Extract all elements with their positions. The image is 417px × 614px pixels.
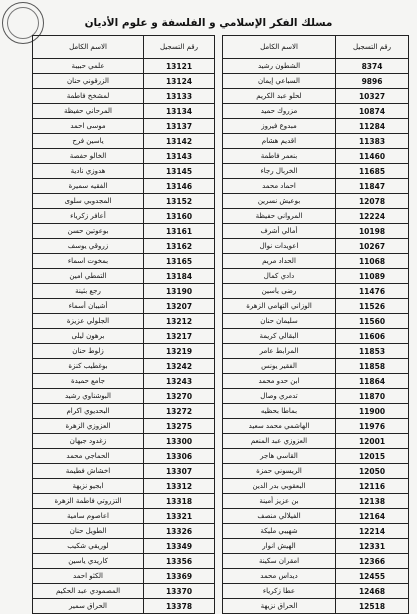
registration-number-cell: 13300 xyxy=(144,434,215,449)
registration-number-cell: 13207 xyxy=(144,299,215,314)
registration-number-cell: 13270 xyxy=(144,389,215,404)
registration-number-cell: 12015 xyxy=(336,449,409,464)
registration-table-right xyxy=(222,35,409,614)
table-row xyxy=(223,539,409,554)
full-name-cell: التمطي امين xyxy=(33,269,144,284)
full-name-cell: العزوزي عبد المنعم xyxy=(223,434,336,449)
table-row xyxy=(223,449,409,464)
table-row xyxy=(33,104,215,119)
table-row xyxy=(33,239,215,254)
registration-number-cell: 9896 xyxy=(336,74,409,89)
registration-number-cell: 13190 xyxy=(144,284,215,299)
table-row xyxy=(33,599,215,614)
registration-number-cell: 13145 xyxy=(144,164,215,179)
full-name-cell: بوغطيب كنزة xyxy=(33,359,144,374)
table-row xyxy=(223,59,409,74)
table-row xyxy=(223,464,409,479)
table-row xyxy=(33,119,215,134)
registration-number-cell: 11853 xyxy=(336,344,409,359)
full-name-cell: برهون ليلى xyxy=(33,329,144,344)
table-row xyxy=(33,299,215,314)
table-row xyxy=(223,314,409,329)
full-name-cell: بنعمر فاطمة xyxy=(223,149,336,164)
table-row xyxy=(33,554,215,569)
table-row xyxy=(223,389,409,404)
full-name-cell: علمي حبيبة xyxy=(33,59,144,74)
registration-number-cell: 13378 xyxy=(144,599,215,614)
full-name-cell: الخربال رجاء xyxy=(223,164,336,179)
registration-number-cell: 12468 xyxy=(336,584,409,599)
full-name-cell: ياسين فرح xyxy=(33,134,144,149)
table-row xyxy=(33,59,215,74)
registration-number-cell: 11606 xyxy=(336,329,409,344)
table-row xyxy=(33,209,215,224)
registration-number-cell: 13326 xyxy=(144,524,215,539)
table-row xyxy=(223,299,409,314)
full-name-cell: تدمري وصال xyxy=(223,389,336,404)
registration-number-cell: 11847 xyxy=(336,179,409,194)
table-row xyxy=(33,389,215,404)
registration-number-cell: 11089 xyxy=(336,269,409,284)
table-row xyxy=(33,359,215,374)
registration-number-cell: 13165 xyxy=(144,254,215,269)
full-name-cell: دادي كمال xyxy=(223,269,336,284)
table-row xyxy=(223,569,409,584)
full-name-cell: هدوزي نادية xyxy=(33,164,144,179)
registration-number-cell: 13143 xyxy=(144,149,215,164)
registration-number-cell: 13160 xyxy=(144,209,215,224)
table-row xyxy=(33,284,215,299)
full-name-cell: ابن حدو محمد xyxy=(223,374,336,389)
registration-number-cell: 13306 xyxy=(144,449,215,464)
table-row xyxy=(223,419,409,434)
table-row xyxy=(33,164,215,179)
full-name-cell: زروقي يوسف xyxy=(33,239,144,254)
full-name-cell: جامع حميدة xyxy=(33,374,144,389)
table-row xyxy=(33,509,215,524)
table-row xyxy=(223,344,409,359)
registration-number-cell: 13134 xyxy=(144,104,215,119)
table-row xyxy=(33,494,215,509)
registration-number-cell: 10267 xyxy=(336,239,409,254)
full-name-cell: البعقوبي بدر الدين xyxy=(223,479,336,494)
registration-number-cell: 11976 xyxy=(336,419,409,434)
registration-number-cell: 12331 xyxy=(336,539,409,554)
table-row xyxy=(33,254,215,269)
registration-number-cell: 11685 xyxy=(336,164,409,179)
registration-number-cell: 13146 xyxy=(144,179,215,194)
header-id: رقم التسجيل xyxy=(144,36,215,59)
full-name-cell: البحديوي اكرام xyxy=(33,404,144,419)
full-name-cell: الحماجي محمد xyxy=(33,449,144,464)
table-row xyxy=(33,584,215,599)
registration-number-cell: 12050 xyxy=(336,464,409,479)
full-name-cell: لوريقي شكيب xyxy=(33,539,144,554)
table-header-row xyxy=(33,36,215,59)
full-name-cell: مزروك حميد xyxy=(223,104,336,119)
table-row xyxy=(223,179,409,194)
table-row xyxy=(223,254,409,269)
full-name-cell: اعاصوم سامية xyxy=(33,509,144,524)
table-row xyxy=(223,209,409,224)
table-row xyxy=(33,134,215,149)
full-name-cell: مبدوع فيروز xyxy=(223,119,336,134)
full-name-cell: اعويدات نوال xyxy=(223,239,336,254)
table-row xyxy=(223,239,409,254)
full-name-cell: رجع بثينة xyxy=(33,284,144,299)
table-row xyxy=(33,539,215,554)
registration-number-cell: 13369 xyxy=(144,569,215,584)
full-name-cell: اقديم هشام xyxy=(223,134,336,149)
registration-number-cell: 12224 xyxy=(336,209,409,224)
full-name-cell: المصمودي عبد الحكيم xyxy=(33,584,144,599)
registration-number-cell: 11068 xyxy=(336,254,409,269)
full-name-cell: عطا زكرياء xyxy=(223,584,336,599)
table-row xyxy=(33,329,215,344)
header-id: رقم التسجيل xyxy=(336,36,409,59)
table-row xyxy=(223,494,409,509)
registration-number-cell: 13184 xyxy=(144,269,215,284)
full-name-cell: الحراق سمير xyxy=(33,599,144,614)
table-row xyxy=(223,524,409,539)
full-name-cell: المرحاني حفيظة xyxy=(33,104,144,119)
table-row xyxy=(223,164,409,179)
table-row xyxy=(33,449,215,464)
registration-number-cell: 13161 xyxy=(144,224,215,239)
header-name: الاسم الكامل xyxy=(33,36,144,59)
full-name-cell: القاسي هاجر xyxy=(223,449,336,464)
table-row xyxy=(223,584,409,599)
registration-number-cell: 10874 xyxy=(336,104,409,119)
registration-number-cell: 12138 xyxy=(336,494,409,509)
full-name-cell: الوزاني التهامي الزهرة xyxy=(223,299,336,314)
registration-number-cell: 13318 xyxy=(144,494,215,509)
full-name-cell: اخشاش فطيمة xyxy=(33,464,144,479)
table-row xyxy=(33,344,215,359)
table-row xyxy=(33,74,215,89)
full-name-cell: بمخوت اسماء xyxy=(33,254,144,269)
table-row xyxy=(223,509,409,524)
registration-number-cell: 12366 xyxy=(336,554,409,569)
full-name-cell: لحلو عبد الكريم xyxy=(223,89,336,104)
registration-number-cell: 13321 xyxy=(144,509,215,524)
registration-number-cell: 13212 xyxy=(144,314,215,329)
table-row xyxy=(223,269,409,284)
page-title: مسلك الفكر الإسلامي و الفلسفة و علوم الأديان xyxy=(84,17,333,29)
table-row xyxy=(33,464,215,479)
full-name-cell: موسى احمد xyxy=(33,119,144,134)
full-name-cell: البقالي كريمة xyxy=(223,329,336,344)
registration-number-cell: 13356 xyxy=(144,554,215,569)
full-name-cell: لمشخخ فاطمة xyxy=(33,89,144,104)
table-row xyxy=(33,434,215,449)
table-row xyxy=(33,569,215,584)
table-row xyxy=(223,89,409,104)
table-row xyxy=(33,479,215,494)
full-name-cell: الريسوني حمزة xyxy=(223,464,336,479)
full-name-cell: الهاشمي محمد سعيد xyxy=(223,419,336,434)
full-name-cell: المرابط عامر xyxy=(223,344,336,359)
registration-number-cell: 13217 xyxy=(144,329,215,344)
registration-number-cell: 13370 xyxy=(144,584,215,599)
full-name-cell: المجدوبي سلوى xyxy=(33,194,144,209)
full-name-cell: بن عزيز أمينة xyxy=(223,494,336,509)
registration-number-cell: 12116 xyxy=(336,479,409,494)
table-row xyxy=(223,359,409,374)
registration-number-cell: 12518 xyxy=(336,599,409,614)
registration-number-cell: 11526 xyxy=(336,299,409,314)
registration-number-cell: 13137 xyxy=(144,119,215,134)
registration-number-cell: 13162 xyxy=(144,239,215,254)
table-row xyxy=(223,149,409,164)
full-name-cell: ابجيو نزيهة xyxy=(33,479,144,494)
table-row xyxy=(33,194,215,209)
full-name-cell: بوعيش نسرين xyxy=(223,194,336,209)
full-name-cell: الفقيه سميرة xyxy=(33,179,144,194)
registration-number-cell: 10327 xyxy=(336,89,409,104)
full-name-cell: أمالي أشرف xyxy=(223,224,336,239)
table-row xyxy=(223,74,409,89)
full-name-cell: أعافر زكرياء xyxy=(33,209,144,224)
full-name-cell: السباعي إيمان xyxy=(223,74,336,89)
table-row xyxy=(33,419,215,434)
table-row xyxy=(223,554,409,569)
registration-number-cell: 13124 xyxy=(144,74,215,89)
full-name-cell: كاريدي ياسين xyxy=(33,554,144,569)
table-row xyxy=(223,404,409,419)
table-row xyxy=(223,284,409,299)
registration-table-left xyxy=(32,35,215,614)
full-name-cell: الجلولي عزيزة xyxy=(33,314,144,329)
table-row xyxy=(223,479,409,494)
registration-number-cell: 11900 xyxy=(336,404,409,419)
registration-number-cell: 13121 xyxy=(144,59,215,74)
full-name-cell: زغدود جيهان xyxy=(33,434,144,449)
table-row xyxy=(33,224,215,239)
full-name-cell: الخالو حفصة xyxy=(33,149,144,164)
table-row xyxy=(33,524,215,539)
full-name-cell: أشيبان أسماء xyxy=(33,299,144,314)
table-row xyxy=(223,119,409,134)
registration-number-cell: 13242 xyxy=(144,359,215,374)
table-row xyxy=(33,374,215,389)
table-row xyxy=(223,224,409,239)
registration-number-cell: 12164 xyxy=(336,509,409,524)
full-name-cell: الشطون رشيد xyxy=(223,59,336,74)
registration-number-cell: 12078 xyxy=(336,194,409,209)
full-name-cell: الهيش انوار xyxy=(223,539,336,554)
full-name-cell: الفقير يونس xyxy=(223,359,336,374)
registration-number-cell: 13275 xyxy=(144,419,215,434)
full-name-cell: البوشناوي رشيد xyxy=(33,389,144,404)
table-row xyxy=(33,149,215,164)
full-name-cell: زلوط حنان xyxy=(33,344,144,359)
registration-number-cell: 13152 xyxy=(144,194,215,209)
registration-number-cell: 13349 xyxy=(144,539,215,554)
table-row xyxy=(223,434,409,449)
full-name-cell: سليمان حنان xyxy=(223,314,336,329)
table-row xyxy=(33,89,215,104)
full-name-cell: العزوزي الزهرة xyxy=(33,419,144,434)
table-row xyxy=(223,329,409,344)
full-name-cell: الطويل حنان xyxy=(33,524,144,539)
full-name-cell: التزروتي فاطمة الزهرة xyxy=(33,494,144,509)
table-row xyxy=(33,269,215,284)
full-name-cell: شهيبي مليكة xyxy=(223,524,336,539)
table-row xyxy=(223,134,409,149)
registration-number-cell: 11284 xyxy=(336,119,409,134)
table-row xyxy=(223,599,409,614)
registration-number-cell: 11858 xyxy=(336,359,409,374)
full-name-cell: الكثو احمد xyxy=(33,569,144,584)
full-name-cell: الحراق نزيهة xyxy=(223,599,336,614)
table-row xyxy=(223,374,409,389)
registration-number-cell: 13307 xyxy=(144,464,215,479)
full-name-cell: بماطا بحظيه xyxy=(223,404,336,419)
full-name-cell: بوعوتين حسن xyxy=(33,224,144,239)
table-row xyxy=(223,194,409,209)
table-row xyxy=(33,179,215,194)
full-name-cell: امقران سكينة xyxy=(223,554,336,569)
registration-number-cell: 11460 xyxy=(336,149,409,164)
registration-number-cell: 12214 xyxy=(336,524,409,539)
registration-number-cell: 8374 xyxy=(336,59,409,74)
table-row xyxy=(33,404,215,419)
registration-number-cell: 11383 xyxy=(336,134,409,149)
table-row xyxy=(33,314,215,329)
registration-number-cell: 13312 xyxy=(144,479,215,494)
registration-number-cell: 11560 xyxy=(336,314,409,329)
registration-number-cell: 13219 xyxy=(144,344,215,359)
registration-number-cell: 11476 xyxy=(336,284,409,299)
registration-number-cell: 12001 xyxy=(336,434,409,449)
registration-number-cell: 13243 xyxy=(144,374,215,389)
full-name-cell: الفيلالي منصف xyxy=(223,509,336,524)
registration-number-cell: 13133 xyxy=(144,89,215,104)
registration-number-cell: 11870 xyxy=(336,389,409,404)
table-row xyxy=(223,104,409,119)
registration-number-cell: 13272 xyxy=(144,404,215,419)
registration-number-cell: 13142 xyxy=(144,134,215,149)
full-name-cell: احماد محمد xyxy=(223,179,336,194)
header-name: الاسم الكامل xyxy=(223,36,336,59)
full-name-cell: الحداد مريم xyxy=(223,254,336,269)
registration-number-cell: 10198 xyxy=(336,224,409,239)
full-name-cell: الزرقوني حنان xyxy=(33,74,144,89)
table-header-row xyxy=(223,36,409,59)
registration-number-cell: 12455 xyxy=(336,569,409,584)
full-name-cell: ديداس محمد xyxy=(223,569,336,584)
registration-number-cell: 11864 xyxy=(336,374,409,389)
full-name-cell: رضى ياسين xyxy=(223,284,336,299)
full-name-cell: المرواني حفيظة xyxy=(223,209,336,224)
